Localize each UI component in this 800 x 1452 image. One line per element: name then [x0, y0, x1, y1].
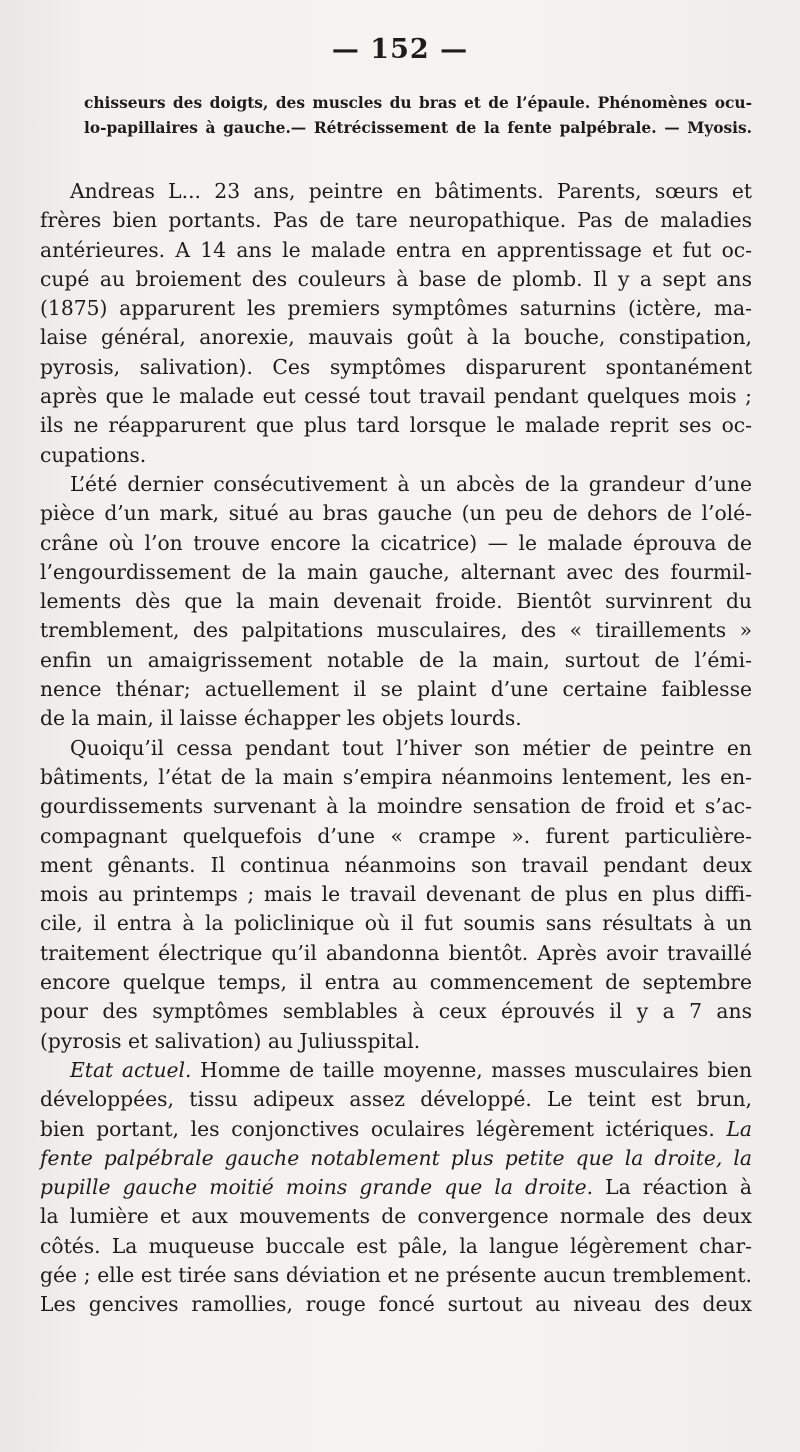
text-line [40, 1056, 752, 1085]
page-number: — 152 — [331, 34, 469, 65]
etat-actuel-heading: Etat actuel. [70, 1057, 192, 1082]
text-line: gée ; elle est tirée sans déviation et ne présente aucun tremblement. [40, 1262, 752, 1287]
italic-line: fente palpébrale gauche notablement plus petite que la droite, la [40, 1145, 752, 1170]
text-span: La réaction à [593, 1175, 752, 1200]
text-line: côtés. La muqueuse buccale est pâle, la langue légèrement char- [40, 1233, 752, 1258]
text-line: cupations. [40, 442, 147, 467]
text-line: compagnant quelquefois d’une « crampe ». furent particulière- [40, 823, 752, 848]
text-line [40, 1173, 752, 1202]
text-line: ils ne réapparurent que plus tard lorsque le malade reprit ses oc- [40, 413, 752, 438]
paragraph-winter [40, 734, 752, 1056]
text-line: mois au printemps ; mais le travail devenant de plus en plus diffi- [40, 882, 752, 907]
text-line: enfin un amaigrissement notable de la main, surtout de l’émi- [40, 647, 752, 672]
text-line: (1875) apparurent les premiers symptômes saturnins (ictère, ma- [40, 296, 752, 321]
text-line [40, 1115, 752, 1144]
text-line: après que le malade eut cessé tout travail pendant quelques mois ; [40, 384, 752, 409]
text-span: Homme de taille moyenne, masses musculaires bien [191, 1057, 753, 1082]
text-line: cupé au broiement des couleurs à base de plomb. Il y a sept ans [40, 266, 752, 291]
text-line: cile, il entra à la policlinique où il fut soumis sans résultats à un [40, 911, 752, 936]
text-line: la lumière et aux mouvements de convergence normale des deux [40, 1204, 752, 1229]
text-line: encore quelque temps, il entra au commencement de septembre [40, 970, 752, 995]
text-line: Les gencives ramollies, rouge foncé surtout au niveau des deux [40, 1292, 752, 1317]
text-line: gourdissements survenant à la moindre sensation de froid et s’ac- [40, 794, 752, 819]
text-line: de la main, il laisse échapper les objets lourds. [40, 706, 522, 731]
text-line: bâtiments, l’état de la main s’empira néanmoins lentement, les en- [40, 764, 752, 789]
text-line: crâne où l’on trouve encore la cicatrice) — le malade éprouva de [40, 530, 752, 555]
text-line: antérieures. A 14 ans le malade entra en apprentissage et fut oc- [40, 237, 752, 262]
text-line: tremblement, des palpitations musculaires, des « tiraillements » [40, 618, 752, 643]
text-line: ment gênants. Il continua néanmoins son travail pendant deux [40, 852, 752, 877]
summary-line-2: lo-papillaires à gauche.— Rétrécissement de la fente palpébrale. — Myosis. [84, 119, 752, 137]
text-line: l’engourdissement de la main gauche, alternant avec des fourmil- [40, 559, 752, 584]
italic-span: pupille gauche moitié moins grande que la droite. [40, 1175, 594, 1200]
text-line: (pyrosis et salivation) au Juliusspital. [40, 1028, 421, 1053]
text-line: pyrosis, salivation). Ces symptômes disparurent spontanément [40, 354, 752, 379]
text-line: lements dès que la main devenait froide. Bientôt survinrent du [40, 589, 752, 614]
paragraph-last-summer [40, 470, 752, 734]
section-summary [84, 91, 752, 141]
summary-line-1: chisseurs des doigts, des muscles du bras et de l’épaule. Phénomènes ocu- [84, 94, 752, 112]
text-line: Andreas L... 23 ans, peintre en bâtiments. Parents, sœurs et [70, 179, 752, 203]
text-line: nence thénar; actuellement il se plaint d’une certaine faiblesse [40, 677, 752, 702]
text-line: développées, tissu adipeux assez développé. Le teint est brun, [40, 1087, 752, 1112]
paragraph-etat-actuel [40, 1056, 752, 1320]
text-span: bien portant, les conjonctives oculaires légèrement ictériques. [40, 1116, 727, 1141]
text-line: pour des symptômes semblables à ceux éprouvés il y a 7 ans [40, 999, 752, 1024]
text-line: Quoiqu’il cessa pendant tout l’hiver son métier de peintre en [70, 735, 752, 760]
italic-span: La [726, 1116, 752, 1141]
main-text [40, 177, 752, 1320]
text-line: laise général, anorexie, mauvais goût à la bouche, constipation, [40, 325, 752, 350]
text-line: L’été dernier consécutivement à un abcès de la grandeur d’une [70, 471, 752, 496]
paragraph-history [40, 177, 752, 470]
text-line: frères bien portants. Pas de tare neuropathique. Pas de maladies [40, 208, 752, 233]
text-line: pièce d’un mark, situé au bras gauche (un peu de dehors de l’olé- [40, 501, 752, 526]
text-line: traitement électrique qu’il abandonna bientôt. Après avoir travaillé [40, 940, 752, 965]
